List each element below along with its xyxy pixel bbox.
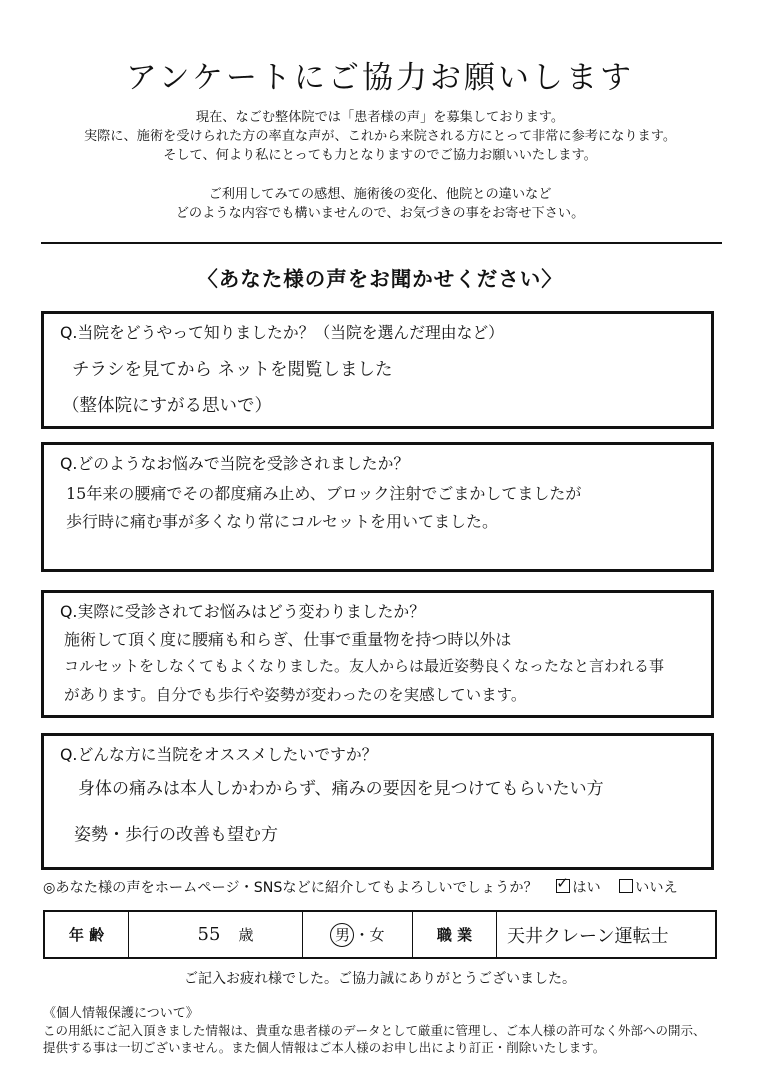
handwritten-answer-line: チラシを見てから ネットを閲覧しました	[72, 360, 393, 380]
female-option: 女	[369, 926, 385, 944]
age-label: 年 齢	[45, 912, 129, 957]
intro-line: どのような内容でも構いませんので、お気づきの事をお寄せ下さい。	[175, 206, 585, 221]
handwritten-answer-line: 身体の痛みは本人しかわからず、痛みの要因を見つけてもらいたい方	[78, 779, 604, 799]
question-box-4	[41, 733, 714, 870]
section-heading: 〈あなた様の声をお聞かせください〉	[197, 267, 563, 291]
job-value: 天井クレーン運転士	[507, 925, 669, 947]
handwritten-answer-line: 姿勢・歩行の改善も望む方	[74, 825, 278, 845]
handwritten-answer-line: （整体院にすがる思いで）	[62, 396, 272, 416]
consent-question: ◎あなた様の声をホームページ・SNSなどに紹介してもよろしいでしょうか？	[43, 880, 538, 896]
question-text: Q.どんな方に当院をオススメしたいですか？	[60, 745, 378, 764]
intro-line: 実際に、施術を受けられた方の率直な声が、これから来院される方にとって非常に参考になります。	[83, 129, 677, 144]
handwritten-answer-line: があります。自分でも歩行や姿勢が変わったのを実感しています。	[64, 686, 527, 704]
job-label: 職 業	[413, 912, 497, 957]
profile-table	[43, 910, 717, 959]
consent-yes-option[interactable]	[556, 880, 605, 896]
consent-row	[43, 877, 678, 897]
no-label: いいえ	[635, 880, 678, 896]
intro-line: そして、何より私にとっても力となりますのでご協力お願いいたします。	[163, 148, 597, 163]
age-cell	[129, 912, 303, 957]
question-text: Q.当院をどうやって知りましたか？（当院を選んだ理由など）	[60, 323, 504, 342]
question-box-2	[41, 442, 714, 572]
intro-line: 現在、なごむ整体院では「患者様の声」を募集しております。	[195, 110, 565, 125]
yes-checkbox[interactable]	[556, 879, 570, 893]
age-unit: 歳	[238, 926, 254, 944]
yes-label: はい	[572, 880, 601, 896]
intro-line: ご利用してみての感想、施術後の変化、他院との違いなど	[208, 187, 552, 202]
handwritten-answer-line: 15年来の腰痛でその都度痛み止め、ブロック注射でごまかしてましたが	[66, 484, 582, 503]
thanks-message: ご記入お疲れ様でした。ご協力誠にありがとうございました。	[184, 971, 576, 987]
no-checkbox[interactable]	[619, 879, 633, 893]
privacy-line: この用紙にご記入頂きました情報は、貴重な患者様のデータとして厳重に管理し、ご本人様の許可なく外部への開示、	[43, 1023, 706, 1038]
gender-separator: ・	[354, 926, 370, 944]
privacy-line: 提供する事は一切ございません。また個人情報はご本人様のお申し出により訂正・削除いたします。	[43, 1040, 606, 1055]
handwritten-answer-line: 歩行時に痛む事が多くなり常にコルセットを用いてました。	[66, 512, 499, 531]
question-box-3	[41, 590, 714, 718]
question-text: Q.どのようなお悩みで当院を受診されましたか？	[60, 454, 410, 473]
divider	[41, 242, 722, 244]
handwritten-answer-line: コルセットをしなくてもよくなりました。友人からは最近姿勢良くなったなと言われる事	[64, 657, 665, 675]
privacy-title: 《個人情報保護について》	[43, 1006, 199, 1021]
male-option-circled: 男	[330, 923, 354, 947]
question-text: Q.実際に受診されてお悩みはどう変わりましたか？	[60, 602, 425, 621]
age-value: 55	[197, 924, 221, 945]
job-cell	[497, 912, 715, 957]
question-box-1	[41, 311, 714, 429]
consent-no-option[interactable]	[619, 880, 678, 896]
handwritten-answer-line: 施術して頂く度に腰痛も和らぎ、仕事で重量物を持つ時以外は	[64, 630, 512, 649]
gender-cell	[303, 912, 413, 957]
page-title: アンケートにご協力お願いします	[125, 60, 635, 96]
